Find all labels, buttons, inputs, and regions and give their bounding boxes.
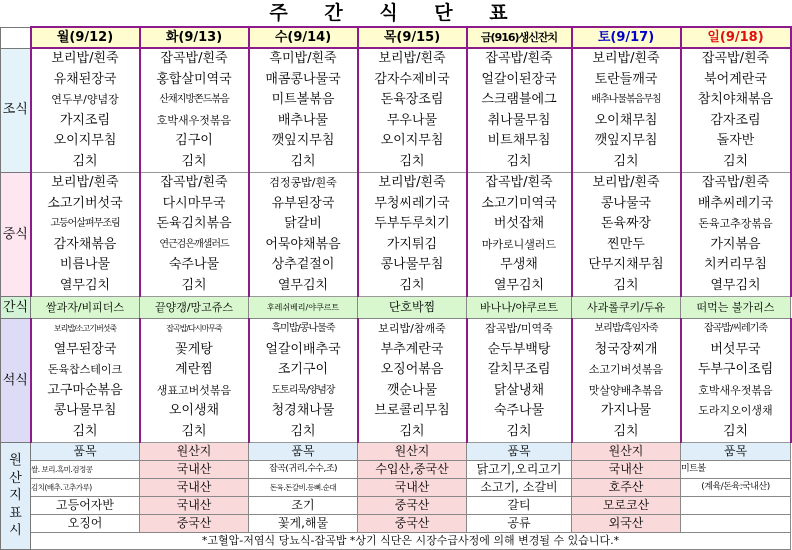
menu-item: 가지볶음 [710,236,761,252]
menu-item: 보리밥/흰죽 [378,51,446,66]
menu-item: 치커리무침 [704,257,767,272]
menu-item: 조기구이 [277,362,329,377]
menu-item: 산채지방쫀드볶음 [159,94,229,105]
menu-item: 연두부/양념장 [51,93,119,106]
menu-item: 열무김치 [59,277,111,293]
menu-item: 홍합살미역국 [156,71,232,87]
origin-label [1,443,31,550]
menu-item: 소고기미역국 [481,195,557,211]
menu-item: 매콤콩나물국 [265,71,341,87]
origin-item: 고등어자반 [31,497,140,515]
dinner-row [1,319,791,443]
breakfast-cell [249,48,358,173]
menu-item: 보리밥/흰죽 [51,51,119,66]
origin-item: 쌀. 보리.흑미.검정콩 [31,461,140,479]
dinner-cell [572,319,681,443]
menu-item: 다시마무국 [162,195,226,211]
menu-item: 보리밥/참깨죽 [378,322,446,335]
origin-header: 품목 [31,443,140,461]
lunch-cell [681,173,791,297]
origin-item: (계육/돈육:국내산) [681,479,791,497]
snack-cell: 단호박찜 [358,297,467,319]
menu-item: 취나물무침 [487,112,551,128]
menu-item: 잡곡밥/미역죽 [485,322,553,335]
menu-item: 가지튀김 [386,236,438,252]
menu-item: 오징어볶음 [380,362,444,377]
menu-item: 무생채 [500,257,538,272]
menu-item: 고등어살펴무조림 [50,218,120,229]
origin-item: 오징어 [31,515,140,533]
menu-item: 콩나물국 [600,195,652,211]
menu-item: 부추계란국 [380,341,444,357]
day-header: 금(916)생신잔치 [467,27,572,48]
day-header: 일(9/18) [681,27,791,48]
menu-item: 계란찜 [175,362,213,377]
menu-item: 돈육김치볶음 [156,216,232,231]
menu-item: 고구마순볶음 [47,382,123,398]
menu-item: 김치 [181,277,207,293]
menu-item: 소고기버섯국 [47,195,123,211]
menu-item: 감자조림 [710,112,761,128]
breakfast-cell [467,48,572,173]
menu-item: 감자채볶음 [53,236,117,252]
menu-item: 찐만두 [607,236,645,252]
menu-item: 유부된장국 [271,195,335,211]
origin-header: 원산지 [358,443,467,461]
menu-item: 김치 [506,423,532,439]
menu-item: 맛살양배추볶음 [588,383,664,397]
menu-item: 보리밥/흑임자죽 [594,323,658,334]
menu-item: 보리밥/흰죽 [592,51,660,66]
weekly-menu-table [0,26,792,550]
menu-item: 비름나물 [59,257,111,272]
menu-item: 김치 [290,423,316,439]
dinner-cell [140,319,249,443]
menu-item: 김치 [181,423,207,439]
menu-item: 열무김치 [277,277,329,293]
origin-item [681,515,791,533]
menu-item: 보리밥/흰죽 [378,175,446,190]
menu-item: 흑미밥/콩나물죽 [271,323,335,334]
menu-item: 가지조림 [59,112,111,128]
dinner-cell [358,319,467,443]
origin-row [1,479,791,497]
menu-item: 무청씨레기국 [374,195,450,211]
meal-label-dinner: 석식 [1,319,31,443]
menu-item: 마카로니샐러드 [481,237,557,251]
snack-cell: 사과롤쿠키/두유 [572,297,681,319]
day-header-row [1,27,791,48]
menu-item: 흑미밥/흰죽 [269,51,337,66]
origin-country: 중국산 [358,515,467,533]
menu-item: 꽃게탕 [175,341,213,357]
origin-label-text: 원 산 지 표 시 [9,453,22,539]
menu-item: 버섯무국 [710,341,761,357]
menu-item: 김치 [722,153,749,169]
lunch-cell [31,173,140,297]
origin-row [1,461,791,479]
origin-item [681,497,791,515]
lunch-cell [140,173,249,297]
menu-item: 닭갈비 [284,216,322,231]
meal-label-snack: 간식 [1,297,31,319]
snack-cell: 쌀과자/비피더스 [31,297,140,319]
menu-item: 닭살냉채 [493,382,545,398]
breakfast-cell [358,48,467,173]
origin-header: 품목 [249,443,358,461]
menu-item: 돌자반 [716,133,755,148]
menu-item: 브로콜리무침 [374,403,450,418]
origin-country: 국내산 [140,479,249,497]
origin-item: 갈티 [467,497,572,515]
menu-item: 열무된장국 [53,341,117,357]
origin-item: 닭고기,오리고기 [467,461,572,479]
meal-label-lunch: 중식 [1,173,31,297]
origin-header: 품목 [681,443,791,461]
menu-item: 청경채나물 [271,403,335,418]
menu-item: 돈육찹스테이크 [47,363,123,376]
origin-item: 조기 [249,497,358,515]
lunch-cell [249,173,358,297]
lunch-cell [358,173,467,297]
menu-item: 단무지채무침 [588,257,664,272]
menu-item: 버섯잡채 [493,216,545,231]
origin-country: 중국산 [140,515,249,533]
origin-row [1,515,791,533]
menu-item: 잡곡밥/다시마무죽 [166,324,222,333]
menu-item: 호박새우젓볶음 [156,113,232,127]
menu-item: 연근검은깨샐러드 [159,238,229,250]
menu-item: 돈육고추장볶음 [698,217,773,230]
origin-country: 수입산,중국산 [358,461,467,479]
page-title: 주 간 식 단 표 [269,2,523,24]
breakfast-cell [140,48,249,173]
corner-cell [1,27,31,48]
breakfast-cell [681,48,791,173]
menu-item: 김치 [399,423,425,439]
menu-item: 김치 [290,153,316,169]
menu-item: 보리밥/흰죽 [592,175,660,190]
menu-item: 깻순나물 [386,382,438,398]
menu-item: 숙주나물 [168,257,220,272]
meal-label-breakfast: 조식 [1,48,31,173]
menu-item: 잡곡밥/씨레기죽 [704,323,767,334]
menu-item: 도라지오이생채 [698,404,773,417]
origin-country: 호주산 [572,479,681,497]
menu-item: 잡곡밥/흰죽 [160,175,228,190]
menu-item: 김구이 [175,133,213,148]
menu-item: 얼갈이배추국 [265,341,341,357]
menu-item: 콩나물무침 [380,257,444,272]
menu-item: 무우나물 [386,112,438,128]
menu-item: 배추나물볶음무침 [591,94,661,105]
menu-item: 토란들깨국 [594,71,658,87]
origin-country: 국내산 [140,497,249,515]
menu-item: 생표고버섯볶음 [156,383,232,397]
menu-item: 어묵야채볶음 [265,236,341,252]
menu-item: 미트볼볶음 [271,92,335,107]
origin-country: 국내산 [140,461,249,479]
menu-item: 상추겉절이 [271,257,335,272]
footnote: *고혈압-저염식 당뇨식-잡곡밥 *상기 식단은 시장수급사정에 의해 변경될 수 있습니다.* [31,533,791,550]
menu-item: 김치 [722,423,749,439]
origin-item: 꽃게,해물 [249,515,358,533]
menu-item: 잡곡밥/흰죽 [485,175,553,190]
menu-item: 도토리묵/양념장 [271,384,335,396]
menu-item: 갈치무조림 [487,362,551,377]
dinner-cell [681,319,791,443]
origin-item: 김치(배추.고추가루) [31,479,140,497]
menu-item: 스크램블에그 [481,92,557,107]
menu-item: 순두부백탕 [487,341,551,357]
menu-item: 소고기버섯볶음 [588,363,664,376]
snack-cell: 바나나/야쿠르트 [467,297,572,319]
menu-item: 비트채무침 [487,133,551,148]
dinner-cell [31,319,140,443]
menu-item: 청국장찌개 [594,341,658,357]
origin-country: 모로코산 [572,497,681,515]
origin-item: 미트볼 [681,461,791,479]
menu-item: 깻잎지무침 [594,133,658,148]
snack-cell: 떠먹는 불가리스 [681,297,791,319]
menu-item: 김치 [399,153,425,169]
menu-item: 숙주나물 [493,403,545,418]
origin-country: 외국산 [572,515,681,533]
menu-item: 잡곡밥/흰죽 [485,51,553,66]
menu-item: 김치 [72,423,98,439]
menu-item: 두부구이조림 [697,362,774,377]
menu-item: 김치 [613,277,639,293]
dinner-cell [249,319,358,443]
breakfast-cell [31,48,140,173]
origin-row [1,497,791,515]
origin-header: 품목 [467,443,572,461]
origin-country: 국내산 [572,461,681,479]
menu-item: 보리밥/흰죽 [51,175,119,190]
menu-item: 검정콩밥/흰죽 [269,176,337,189]
lunch-row [1,173,791,297]
menu-item: 오이지무침 [53,133,117,148]
lunch-cell [467,173,572,297]
day-header: 화(9/13) [140,27,249,48]
menu-item: 돈육장조림 [380,92,444,107]
menu-item: 콩나물무침 [53,403,117,418]
menu-item: 열무김치 [710,277,761,293]
menu-item: 김치 [613,153,639,169]
menu-item: 김치 [613,423,639,439]
snack-cell: 후레쉬베리/야쿠르트 [249,297,358,319]
menu-item: 배추씨레기국 [697,195,774,211]
menu-item: 북어계란국 [704,71,767,87]
menu-item: 배추나물 [277,112,329,128]
menu-item: 보리밥/소고기버섯죽 [53,324,117,333]
origin-item: 소고기, 소갈비 [467,479,572,497]
origin-header: 원산지 [572,443,681,461]
footnote-row [1,533,791,550]
menu-item: 김치 [72,153,98,169]
origin-item: 잡곡(귀리,수수,조) [249,461,358,479]
menu-item: 감자수제비국 [374,71,450,87]
lunch-cell [572,173,681,297]
menu-item: 김치 [181,153,207,169]
breakfast-row [1,48,791,173]
menu-item: 돈육짜장 [600,216,652,231]
snack-row [1,297,791,319]
day-header: 토(9/17) [572,27,681,48]
menu-item: 잡곡밥/흰죽 [701,51,770,66]
day-header: 월(9/12) [31,27,140,48]
menu-item: 잡곡밥/흰죽 [160,51,228,66]
day-header: 수(9/14) [249,27,358,48]
breakfast-cell [572,48,681,173]
menu-item: 유채된장국 [53,71,117,87]
day-header: 목(9/15) [358,27,467,48]
snack-cell: 끝양갱/망고쥬스 [140,297,249,319]
origin-header: 원산지 [140,443,249,461]
origin-item: 돈육.돈갈비.등뼈.순대 [249,479,358,497]
origin-header-row [1,443,791,461]
menu-item: 참치야채볶음 [697,92,774,107]
menu-item: 가지나물 [600,403,652,418]
menu-item: 김치 [506,153,532,169]
menu-item: 깻잎지무침 [271,133,335,148]
origin-country: 국내산 [358,479,467,497]
menu-item: 김치 [399,277,425,293]
menu-item: 잡곡밥/흰죽 [701,175,770,190]
menu-item: 오이지무침 [380,133,444,148]
menu-item: 열무김치 [493,277,545,293]
menu-item: 호박새우젓볶음 [698,383,773,397]
dinner-cell [467,319,572,443]
origin-country: 중국산 [358,497,467,515]
menu-item: 오이생채 [168,403,220,418]
menu-item: 두부두루치기 [374,216,450,231]
menu-item: 얼갈이된장국 [481,71,557,87]
menu-item: 오이채무침 [594,112,658,128]
origin-item: 공류 [467,515,572,533]
